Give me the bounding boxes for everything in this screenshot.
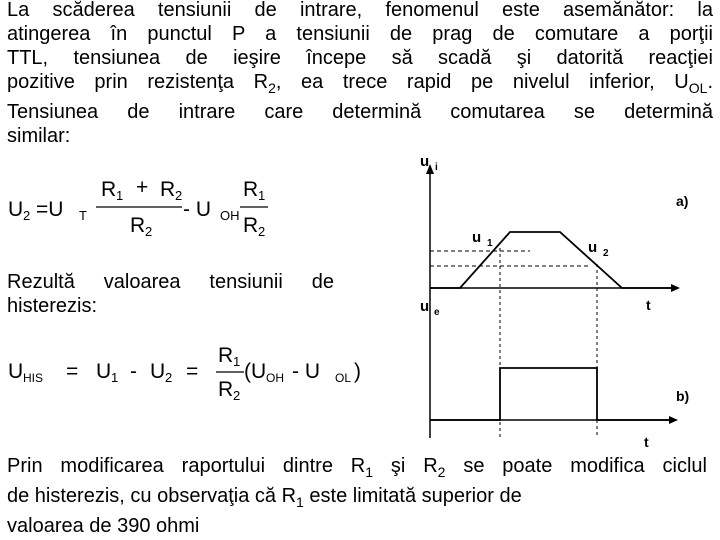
f1-num3: R — [243, 178, 259, 201]
hysteresis-line-2: histerezis: — [7, 295, 98, 317]
f1-num3-sub: 1 — [258, 188, 266, 203]
label-a: a) — [676, 193, 689, 209]
f1-num1: R — [101, 178, 117, 201]
f2-num-sub: 1 — [233, 354, 241, 369]
f2-eq1: = — [66, 360, 79, 383]
f2-num: R — [218, 344, 234, 367]
f1-num2: R — [160, 178, 176, 201]
f2-uoh-sub: OH — [266, 371, 284, 385]
f2-eq2: = — [186, 360, 199, 383]
f2-paren-open: (U — [244, 360, 267, 383]
label-ue-sub: e — [434, 307, 440, 318]
intro-paragraph — [7, 0, 713, 148]
f2-uol-sub: OL — [335, 371, 352, 385]
intro-line-4: pozitive prin rezistenţa $R_2$, ea trece rapid pe nivelul inferior, $U_{OL}$. — [7, 71, 714, 96]
label-t2: t — [644, 434, 649, 450]
f2-lhs: U — [8, 360, 24, 383]
input-waveform — [430, 232, 675, 288]
f1-minus: - U — [183, 198, 211, 221]
f1-den1: R — [130, 214, 146, 237]
f2-u1-sub: 1 — [111, 370, 119, 385]
intro-line-5: Tensiunea de intrare care determină comutarea se determină — [7, 101, 713, 123]
formula-u2 — [0, 170, 290, 250]
f2-den: R — [218, 378, 234, 401]
label-u1: u — [472, 229, 482, 246]
f1-den2-sub: 2 — [258, 224, 266, 239]
f1-minus-sub: OH — [220, 208, 240, 223]
f2-den-sub: 2 — [233, 388, 241, 403]
f1-lhs-sub: 2 — [23, 208, 31, 223]
output-waveform — [430, 368, 672, 420]
label-ui-sub: i — [435, 162, 438, 173]
formula-uhis — [0, 338, 380, 408]
label-ue: u — [420, 298, 430, 315]
label-t1: t — [646, 297, 651, 313]
outro-line-2: de histerezis, cu observaţia că $R_1$ este limitată superior de — [7, 485, 522, 510]
hysteresis-paragraph — [7, 270, 334, 318]
f1-num1-sub: 1 — [116, 188, 124, 203]
f2-u2-sub: 2 — [165, 370, 173, 385]
f1-den2: R — [243, 214, 259, 237]
f1-den1-sub: 2 — [145, 224, 153, 239]
intro-line-6: similar: — [7, 125, 71, 147]
f1-eq-sub: T — [79, 208, 87, 223]
label-u2: u — [588, 239, 598, 256]
intro-line-2: atingerea în punctul P a tensiunii de prag de comutare a porţii — [7, 23, 713, 45]
label-u1-sub: 1 — [487, 238, 493, 249]
f1-lhs: U — [8, 198, 24, 221]
f2-u2: U — [150, 360, 166, 383]
f2-lhs-sub: HIS — [23, 371, 44, 385]
label-b: b) — [676, 388, 690, 404]
f2-paren-close: ) — [354, 360, 361, 383]
label-u2-sub: 2 — [603, 248, 609, 259]
f2-minus1: - — [130, 360, 137, 383]
f2-minus2: - U — [292, 360, 320, 383]
f1-plus: + — [136, 176, 149, 199]
outro-line-1: Prin modificarea raportului dintre $R_1$ şi $R_2$ se poate modifica ciclul — [7, 455, 707, 480]
intro-line-1: La scăderea tensiunii de intrare, fenomenul este asemănător: la — [7, 0, 713, 21]
f1-num2-sub: 2 — [175, 188, 183, 203]
hysteresis-line-1: Rezultă valoarea tensiunii de — [7, 271, 334, 293]
intro-line-3: TTL, tensiunea de ieşire începe să scadă şi datorită reacţiei — [7, 47, 713, 69]
outro-paragraph — [7, 454, 707, 538]
f2-u1: U — [96, 360, 112, 383]
f1-eq: =U — [36, 198, 64, 221]
outro-line-3: valoarea de 390 ohmi — [7, 515, 200, 537]
waveform-diagram — [400, 148, 700, 452]
label-ui: u — [420, 153, 430, 170]
